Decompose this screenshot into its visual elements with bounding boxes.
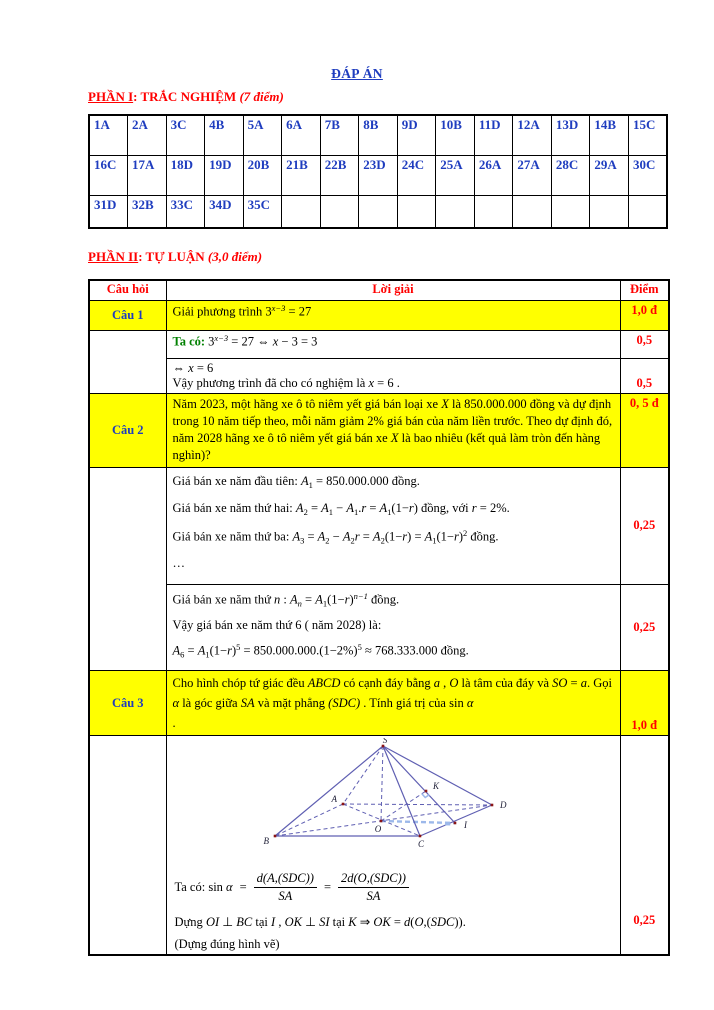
figure-vertex-label: A <box>331 794 337 804</box>
mc-answer-cell: 8B <box>359 115 398 155</box>
part1-heading-points: (7 điểm) <box>239 89 284 104</box>
mc-answer-cell <box>551 195 590 228</box>
cau3-problem-row <box>89 671 669 736</box>
fraction-2 <box>338 871 409 904</box>
mc-answer-cell: 33C <box>166 195 205 228</box>
mc-answer-cell: 10B <box>436 115 475 155</box>
essay-answer-table <box>88 279 670 956</box>
mc-answer-cell: 34D <box>205 195 244 228</box>
page-title: ĐÁP ÁN <box>331 66 383 81</box>
figure-vertex-dot <box>342 803 345 806</box>
cau3-empty-cell <box>89 736 166 956</box>
mc-answer-cell: 16C <box>89 155 128 195</box>
cau1-problem-text: Giải phương trình $3^{x-3} = 27$ <box>166 300 620 330</box>
figure-vertex-label: S <box>382 738 388 745</box>
mc-answer-row <box>89 195 667 228</box>
figure-vertex-dot <box>382 745 385 748</box>
pyramid-figure <box>252 738 534 860</box>
mc-answer-cell: 30C <box>628 155 667 195</box>
cau2-problem-text: Năm 2023, một hãng xe ô tô niêm yết giá bán loại xe X là 850.000.000 đồng và dự định trong 10 năm tiếp theo, mỗi năm giảm 2% giá bán của năm liền trước. Theo dự định đó, năm 2028 hãng xe ô tô niêm yết giá bán xe X là bao nhiêu (kết quả làm tròn đến hàng nghìn)? <box>166 393 620 467</box>
mc-answer-table-body <box>89 115 667 228</box>
cau2-step2-points: 0,25 <box>620 585 669 671</box>
cau3-solution-cell <box>166 736 620 956</box>
figure-vertex-dot <box>380 820 383 823</box>
cau2-problem-row <box>89 393 669 467</box>
mc-answer-cell: 11D <box>474 115 513 155</box>
cau3-problem-points: 1,0 đ <box>620 671 669 736</box>
table-header-row <box>89 280 669 300</box>
mc-answer-cell: 28C <box>551 155 590 195</box>
mc-answer-cell: 19D <box>205 155 244 195</box>
mc-answer-cell: 15C <box>628 115 667 155</box>
mc-answer-cell <box>397 195 436 228</box>
cau1-step1-row <box>89 330 669 358</box>
mc-answer-cell: 25A <box>436 155 475 195</box>
cau1-problem-row <box>89 300 669 330</box>
cau1-step2-points: 0,5 <box>620 358 669 393</box>
mc-answer-cell <box>359 195 398 228</box>
mc-answer-cell: 18D <box>166 155 205 195</box>
mc-answer-cell: 27A <box>513 155 552 195</box>
cau1-label: Câu 1 <box>89 300 166 330</box>
part1-heading-label: PHẦN I <box>88 89 134 104</box>
sin-alpha-formula <box>175 866 614 908</box>
mc-answer-cell: 1A <box>89 115 128 155</box>
mc-answer-cell: 4B <box>205 115 244 155</box>
part2-heading-label: PHẦN II <box>88 249 139 264</box>
part2-heading-points: (3,0 điểm) <box>207 249 263 264</box>
mc-answer-row <box>89 115 667 155</box>
solution-line: Vậy giá bán xe năm thứ 6 ( năm 2028) là: <box>172 617 382 632</box>
construction-note: (Dựng đúng hình vẽ) <box>174 937 280 951</box>
figure-edge <box>343 804 492 805</box>
mc-answer-cell: 31D <box>89 195 128 228</box>
mc-answer-cell: 20B <box>243 155 282 195</box>
mc-answer-cell: 23D <box>359 155 398 195</box>
figure-vertex-label: K <box>433 781 440 791</box>
header-question: Câu hỏi <box>89 280 166 300</box>
cau2-step1-text <box>166 467 620 585</box>
figure-edge <box>381 746 383 821</box>
cau3-problem-main: Cho hình chóp tứ giác đều ABCD có cạnh đáy bằng a , O là tâm của đáy và SO = a. Gọi α là góc giữa SA và mặt phẳng (SDC) . Tính giá trị của sin α <box>172 676 612 710</box>
mc-answer-cell <box>320 195 359 228</box>
mc-answer-cell <box>590 195 629 228</box>
mc-answer-cell: 6A <box>282 115 321 155</box>
mc-answer-cell: 7B <box>320 115 359 155</box>
mc-answer-cell: 12A <box>513 115 552 155</box>
mc-answer-cell: 2A <box>128 115 167 155</box>
figure-edge <box>383 746 492 805</box>
pyramid-figure-svg <box>252 738 534 856</box>
figure-vertex-label: C <box>417 839 425 849</box>
fraction-2-denominator: SA <box>338 887 409 904</box>
mc-answer-cell: 17A <box>128 155 167 195</box>
cau2-label: Câu 2 <box>89 393 166 467</box>
mc-answer-cell <box>436 195 475 228</box>
figure-vertex-label: I <box>464 820 467 830</box>
header-solution: Lời giải <box>166 280 620 300</box>
fraction-1 <box>254 871 317 904</box>
solution-line: Giá bán xe năm thứ hai: $A_2 = A_1 - A_1.r = A_1(1-r)$ đồng, với r = 2%. <box>172 500 510 517</box>
fraction-2-numerator: 2d(O,(SDC)) <box>341 870 406 885</box>
part2-heading-text: : TỰ LUẬN <box>138 249 208 264</box>
figure-vertex-dot <box>419 835 422 838</box>
cau3-solution-row <box>89 736 669 956</box>
mc-answer-cell: 13D <box>551 115 590 155</box>
cau1-empty-cell <box>89 330 166 393</box>
figure-vertex-label: D <box>500 800 507 810</box>
equals-sign-2: = <box>323 879 332 894</box>
solution-line: Giá bán xe năm đầu tiên: $A_1 = 850.000.000$ đồng. <box>172 473 420 490</box>
figure-edge <box>381 821 455 823</box>
figure-edge <box>275 804 343 836</box>
construction-line: Dựng OI ⊥ BC tại I , OK ⊥ SI tại K ⇒ OK = d(O,(SDC)). <box>174 915 466 929</box>
cau1-step2-line1: ⇔ x = 6 <box>172 360 214 375</box>
figure-vertex-label: O <box>374 824 382 834</box>
cau2-step1-points: 0,25 <box>620 467 669 585</box>
mc-answer-cell: 35C <box>243 195 282 228</box>
cau2-step1-row <box>89 467 669 585</box>
cau2-problem-points: 0, 5 đ <box>620 393 669 467</box>
figure-edge <box>383 746 455 823</box>
part1-heading-text: : TRẮC NGHIỆM <box>133 89 240 104</box>
mc-answer-cell: 14B <box>590 115 629 155</box>
solution-line: $A_6 = A_1(1-r)^5 = 850.000.000.(1-2\%)^5 \approx 768.333.000$ đồng. <box>172 641 469 659</box>
cau1-step1-text: Ta có: $3^{x-3} = 27$ ⇔ x − 3 = 3 <box>166 330 620 358</box>
solution-line: Giá bán xe năm thứ ba: $A_3 = A_2 - A_2r = A_2(1-r) = A_1(1-r)^2$ đồng. <box>172 527 499 545</box>
cau1-step2-text <box>166 358 620 393</box>
mc-answer-row <box>89 155 667 195</box>
mc-answer-cell <box>282 195 321 228</box>
part1-heading <box>88 89 714 105</box>
cau3-problem-text <box>166 671 620 736</box>
header-points: Điểm <box>620 280 669 300</box>
mc-answer-cell: 26A <box>474 155 513 195</box>
mc-answer-cell <box>628 195 667 228</box>
cau2-step2-text <box>166 585 620 671</box>
mc-answer-cell <box>513 195 552 228</box>
mc-answer-cell: 3C <box>166 115 205 155</box>
mc-answer-cell: 24C <box>397 155 436 195</box>
mc-answer-cell <box>474 195 513 228</box>
solution-line: … <box>172 556 185 570</box>
figure-vertex-dot <box>425 790 428 793</box>
cau1-step2-row <box>89 358 669 393</box>
fraction-1-numerator: d(A,(SDC)) <box>256 870 314 885</box>
solution-line: Giá bán xe năm thứ n : $A_n = A_1(1-r)^{n-1}$ đồng. <box>172 591 400 609</box>
formula-prefix: Ta có: sin α <box>174 879 233 894</box>
figure-vertex-dot <box>454 822 457 825</box>
mc-answer-cell: 32B <box>128 195 167 228</box>
mc-answer-cell: 9D <box>397 115 436 155</box>
fraction-1-denominator: SA <box>254 887 317 904</box>
cau1-problem-points: 1,0 đ <box>620 300 669 330</box>
figure-vertex-dot <box>274 835 277 838</box>
figure-vertex-label: B <box>263 836 269 846</box>
cau3-problem-trailing-dot: . <box>172 716 176 730</box>
mc-answer-cell: 21B <box>282 155 321 195</box>
mc-answer-cell: 29A <box>590 155 629 195</box>
cau2-step2-row <box>89 585 669 671</box>
mc-answer-cell: 5A <box>243 115 282 155</box>
cau3-label: Câu 3 <box>89 671 166 736</box>
equals-sign-1: = <box>239 879 247 894</box>
cau3-solution-points: 0,25 <box>620 736 669 956</box>
alpha-symbol: α <box>226 879 233 894</box>
cau2-empty-cell <box>89 467 166 671</box>
figure-vertex-dot <box>491 804 494 807</box>
mc-answer-cell: 22B <box>320 155 359 195</box>
cau1-step1-points: 0,5 <box>620 330 669 358</box>
cau1-step2-line2: Vậy phương trình đã cho có nghiệm là x = 6 . <box>172 375 400 390</box>
mc-answer-table <box>88 114 668 229</box>
part2-heading <box>88 249 714 265</box>
